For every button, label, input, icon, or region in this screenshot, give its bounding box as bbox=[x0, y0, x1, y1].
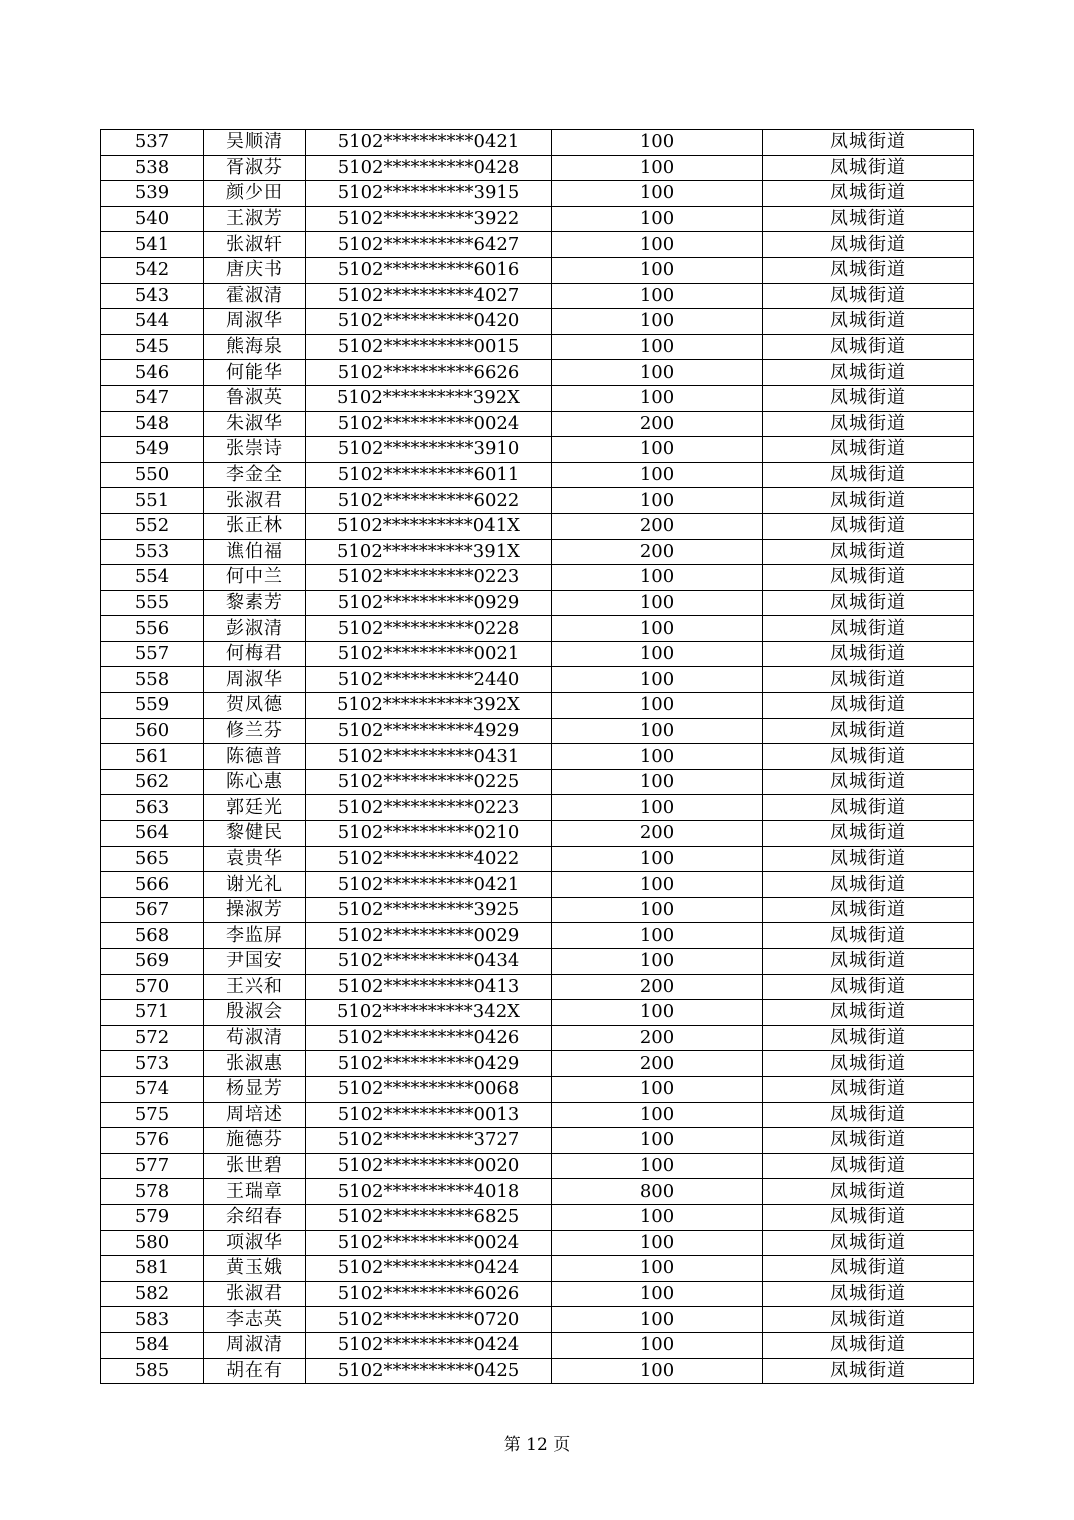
amount-cell: 100 bbox=[552, 1128, 763, 1154]
street-cell: 凤城街道 bbox=[763, 206, 974, 232]
id-number-cell: 5102**********6016 bbox=[306, 257, 552, 283]
roster-body bbox=[101, 130, 974, 1384]
table-row bbox=[101, 283, 974, 309]
name-cell: 修兰芬 bbox=[204, 718, 306, 744]
id-number-cell: 5102**********4027 bbox=[306, 283, 552, 309]
name-cell: 苟淑清 bbox=[204, 1025, 306, 1051]
row-number-cell: 566 bbox=[101, 872, 204, 898]
id-number-cell: 5102**********392X bbox=[306, 693, 552, 719]
table-row bbox=[101, 1051, 974, 1077]
table-row bbox=[101, 1307, 974, 1333]
id-number-cell: 5102**********0013 bbox=[306, 1102, 552, 1128]
name-cell: 周淑华 bbox=[204, 309, 306, 335]
street-cell: 凤城街道 bbox=[763, 1102, 974, 1128]
street-cell: 凤城街道 bbox=[763, 130, 974, 156]
table-row bbox=[101, 667, 974, 693]
amount-cell: 100 bbox=[552, 616, 763, 642]
amount-cell: 100 bbox=[552, 155, 763, 181]
row-number-cell: 550 bbox=[101, 462, 204, 488]
name-cell: 熊海泉 bbox=[204, 334, 306, 360]
row-number-cell: 584 bbox=[101, 1332, 204, 1358]
amount-cell: 100 bbox=[552, 232, 763, 258]
name-cell: 周淑华 bbox=[204, 667, 306, 693]
name-cell: 霍淑清 bbox=[204, 283, 306, 309]
street-cell: 凤城街道 bbox=[763, 590, 974, 616]
street-cell: 凤城街道 bbox=[763, 744, 974, 770]
row-number-cell: 548 bbox=[101, 411, 204, 437]
table-row bbox=[101, 1000, 974, 1026]
table-row bbox=[101, 539, 974, 565]
street-cell: 凤城街道 bbox=[763, 411, 974, 437]
street-cell: 凤城街道 bbox=[763, 232, 974, 258]
amount-cell: 100 bbox=[552, 360, 763, 386]
amount-cell: 100 bbox=[552, 949, 763, 975]
name-cell: 鲁淑英 bbox=[204, 385, 306, 411]
row-number-cell: 563 bbox=[101, 795, 204, 821]
amount-cell: 100 bbox=[552, 181, 763, 207]
street-cell: 凤城街道 bbox=[763, 155, 974, 181]
street-cell: 凤城街道 bbox=[763, 1051, 974, 1077]
row-number-cell: 569 bbox=[101, 949, 204, 975]
row-number-cell: 573 bbox=[101, 1051, 204, 1077]
table-row bbox=[101, 565, 974, 591]
amount-cell: 100 bbox=[552, 309, 763, 335]
id-number-cell: 5102**********0720 bbox=[306, 1307, 552, 1333]
amount-cell: 200 bbox=[552, 411, 763, 437]
amount-cell: 100 bbox=[552, 565, 763, 591]
id-number-cell: 5102**********0424 bbox=[306, 1332, 552, 1358]
name-cell: 贺凤德 bbox=[204, 693, 306, 719]
street-cell: 凤城街道 bbox=[763, 897, 974, 923]
table-row bbox=[101, 1358, 974, 1384]
amount-cell: 100 bbox=[552, 257, 763, 283]
id-number-cell: 5102**********0015 bbox=[306, 334, 552, 360]
name-cell: 黎素芳 bbox=[204, 590, 306, 616]
row-number-cell: 568 bbox=[101, 923, 204, 949]
street-cell: 凤城街道 bbox=[763, 309, 974, 335]
table-row bbox=[101, 1256, 974, 1282]
row-number-cell: 570 bbox=[101, 974, 204, 1000]
table-row bbox=[101, 949, 974, 975]
amount-cell: 200 bbox=[552, 1025, 763, 1051]
table-row bbox=[101, 309, 974, 335]
name-cell: 吴顺清 bbox=[204, 130, 306, 156]
id-number-cell: 5102**********0420 bbox=[306, 309, 552, 335]
street-cell: 凤城街道 bbox=[763, 488, 974, 514]
table-row bbox=[101, 718, 974, 744]
amount-cell: 100 bbox=[552, 872, 763, 898]
street-cell: 凤城街道 bbox=[763, 846, 974, 872]
amount-cell: 100 bbox=[552, 385, 763, 411]
row-number-cell: 555 bbox=[101, 590, 204, 616]
name-cell: 谢光礼 bbox=[204, 872, 306, 898]
street-cell: 凤城街道 bbox=[763, 437, 974, 463]
table-row bbox=[101, 1102, 974, 1128]
table-row bbox=[101, 1153, 974, 1179]
name-cell: 黄玉娥 bbox=[204, 1256, 306, 1282]
street-cell: 凤城街道 bbox=[763, 616, 974, 642]
table-row bbox=[101, 1230, 974, 1256]
street-cell: 凤城街道 bbox=[763, 462, 974, 488]
id-number-cell: 5102**********0029 bbox=[306, 923, 552, 949]
row-number-cell: 540 bbox=[101, 206, 204, 232]
table-row bbox=[101, 872, 974, 898]
id-number-cell: 5102**********0429 bbox=[306, 1051, 552, 1077]
amount-cell: 100 bbox=[552, 1256, 763, 1282]
name-cell: 张淑惠 bbox=[204, 1051, 306, 1077]
street-cell: 凤城街道 bbox=[763, 1128, 974, 1154]
row-number-cell: 565 bbox=[101, 846, 204, 872]
street-cell: 凤城街道 bbox=[763, 667, 974, 693]
amount-cell: 100 bbox=[552, 334, 763, 360]
id-number-cell: 5102**********041X bbox=[306, 513, 552, 539]
table-row bbox=[101, 232, 974, 258]
row-number-cell: 544 bbox=[101, 309, 204, 335]
name-cell: 张崇诗 bbox=[204, 437, 306, 463]
id-number-cell: 5102**********0225 bbox=[306, 769, 552, 795]
row-number-cell: 574 bbox=[101, 1076, 204, 1102]
street-cell: 凤城街道 bbox=[763, 1307, 974, 1333]
id-number-cell: 5102**********0421 bbox=[306, 130, 552, 156]
street-cell: 凤城街道 bbox=[763, 1076, 974, 1102]
name-cell: 李志英 bbox=[204, 1307, 306, 1333]
street-cell: 凤城街道 bbox=[763, 872, 974, 898]
id-number-cell: 5102**********0068 bbox=[306, 1076, 552, 1102]
street-cell: 凤城街道 bbox=[763, 718, 974, 744]
row-number-cell: 579 bbox=[101, 1204, 204, 1230]
table-row bbox=[101, 437, 974, 463]
id-number-cell: 5102**********0421 bbox=[306, 872, 552, 898]
name-cell: 王淑芳 bbox=[204, 206, 306, 232]
name-cell: 朱淑华 bbox=[204, 411, 306, 437]
amount-cell: 200 bbox=[552, 1051, 763, 1077]
amount-cell: 200 bbox=[552, 974, 763, 1000]
name-cell: 李监屏 bbox=[204, 923, 306, 949]
amount-cell: 200 bbox=[552, 821, 763, 847]
name-cell: 何梅君 bbox=[204, 641, 306, 667]
street-cell: 凤城街道 bbox=[763, 1281, 974, 1307]
id-number-cell: 5102**********0424 bbox=[306, 1256, 552, 1282]
name-cell: 袁贵华 bbox=[204, 846, 306, 872]
street-cell: 凤城街道 bbox=[763, 181, 974, 207]
street-cell: 凤城街道 bbox=[763, 1256, 974, 1282]
amount-cell: 100 bbox=[552, 1358, 763, 1384]
street-cell: 凤城街道 bbox=[763, 769, 974, 795]
row-number-cell: 575 bbox=[101, 1102, 204, 1128]
name-cell: 李金全 bbox=[204, 462, 306, 488]
row-number-cell: 537 bbox=[101, 130, 204, 156]
street-cell: 凤城街道 bbox=[763, 385, 974, 411]
name-cell: 张淑君 bbox=[204, 1281, 306, 1307]
name-cell: 何中兰 bbox=[204, 565, 306, 591]
id-number-cell: 5102**********392X bbox=[306, 385, 552, 411]
table-row bbox=[101, 1179, 974, 1205]
row-number-cell: 553 bbox=[101, 539, 204, 565]
table-row bbox=[101, 385, 974, 411]
id-number-cell: 5102**********0024 bbox=[306, 411, 552, 437]
row-number-cell: 564 bbox=[101, 821, 204, 847]
id-number-cell: 5102**********6022 bbox=[306, 488, 552, 514]
name-cell: 张淑轩 bbox=[204, 232, 306, 258]
name-cell: 余绍春 bbox=[204, 1204, 306, 1230]
table-row bbox=[101, 744, 974, 770]
table-row bbox=[101, 897, 974, 923]
name-cell: 殷淑会 bbox=[204, 1000, 306, 1026]
row-number-cell: 578 bbox=[101, 1179, 204, 1205]
row-number-cell: 551 bbox=[101, 488, 204, 514]
name-cell: 郭廷光 bbox=[204, 795, 306, 821]
name-cell: 张淑君 bbox=[204, 488, 306, 514]
table-row bbox=[101, 411, 974, 437]
row-number-cell: 583 bbox=[101, 1307, 204, 1333]
street-cell: 凤城街道 bbox=[763, 539, 974, 565]
amount-cell: 100 bbox=[552, 590, 763, 616]
id-number-cell: 5102**********0413 bbox=[306, 974, 552, 1000]
name-cell: 陈德普 bbox=[204, 744, 306, 770]
street-cell: 凤城街道 bbox=[763, 795, 974, 821]
table-row bbox=[101, 513, 974, 539]
table-row bbox=[101, 1281, 974, 1307]
name-cell: 尹国安 bbox=[204, 949, 306, 975]
name-cell: 何能华 bbox=[204, 360, 306, 386]
row-number-cell: 556 bbox=[101, 616, 204, 642]
row-number-cell: 562 bbox=[101, 769, 204, 795]
row-number-cell: 577 bbox=[101, 1153, 204, 1179]
amount-cell: 100 bbox=[552, 846, 763, 872]
table-row bbox=[101, 923, 974, 949]
street-cell: 凤城街道 bbox=[763, 1204, 974, 1230]
row-number-cell: 541 bbox=[101, 232, 204, 258]
id-number-cell: 5102**********0428 bbox=[306, 155, 552, 181]
name-cell: 施德芬 bbox=[204, 1128, 306, 1154]
table-row bbox=[101, 462, 974, 488]
street-cell: 凤城街道 bbox=[763, 283, 974, 309]
street-cell: 凤城街道 bbox=[763, 257, 974, 283]
table-row bbox=[101, 181, 974, 207]
street-cell: 凤城街道 bbox=[763, 360, 974, 386]
table-row bbox=[101, 795, 974, 821]
street-cell: 凤城街道 bbox=[763, 513, 974, 539]
table-row bbox=[101, 974, 974, 1000]
name-cell: 彭淑清 bbox=[204, 616, 306, 642]
roster-table bbox=[100, 129, 974, 1384]
amount-cell: 100 bbox=[552, 667, 763, 693]
street-cell: 凤城街道 bbox=[763, 923, 974, 949]
row-number-cell: 559 bbox=[101, 693, 204, 719]
amount-cell: 100 bbox=[552, 1102, 763, 1128]
amount-cell: 100 bbox=[552, 1307, 763, 1333]
table-row bbox=[101, 641, 974, 667]
row-number-cell: 572 bbox=[101, 1025, 204, 1051]
name-cell: 周淑清 bbox=[204, 1332, 306, 1358]
amount-cell: 800 bbox=[552, 1179, 763, 1205]
amount-cell: 100 bbox=[552, 897, 763, 923]
id-number-cell: 5102**********6011 bbox=[306, 462, 552, 488]
table-row bbox=[101, 769, 974, 795]
street-cell: 凤城街道 bbox=[763, 1332, 974, 1358]
id-number-cell: 5102**********6825 bbox=[306, 1204, 552, 1230]
id-number-cell: 5102**********0431 bbox=[306, 744, 552, 770]
name-cell: 王瑞章 bbox=[204, 1179, 306, 1205]
name-cell: 张正林 bbox=[204, 513, 306, 539]
id-number-cell: 5102**********6626 bbox=[306, 360, 552, 386]
table-row bbox=[101, 206, 974, 232]
table-row bbox=[101, 1128, 974, 1154]
id-number-cell: 5102**********0024 bbox=[306, 1230, 552, 1256]
name-cell: 颜少田 bbox=[204, 181, 306, 207]
id-number-cell: 5102**********4022 bbox=[306, 846, 552, 872]
amount-cell: 100 bbox=[552, 488, 763, 514]
id-number-cell: 5102**********3925 bbox=[306, 897, 552, 923]
id-number-cell: 5102**********0223 bbox=[306, 565, 552, 591]
row-number-cell: 576 bbox=[101, 1128, 204, 1154]
table-row bbox=[101, 821, 974, 847]
amount-cell: 100 bbox=[552, 718, 763, 744]
amount-cell: 100 bbox=[552, 130, 763, 156]
amount-cell: 100 bbox=[552, 693, 763, 719]
row-number-cell: 539 bbox=[101, 181, 204, 207]
street-cell: 凤城街道 bbox=[763, 693, 974, 719]
id-number-cell: 5102**********0425 bbox=[306, 1358, 552, 1384]
amount-cell: 100 bbox=[552, 1153, 763, 1179]
amount-cell: 100 bbox=[552, 795, 763, 821]
name-cell: 周培述 bbox=[204, 1102, 306, 1128]
name-cell: 谯伯福 bbox=[204, 539, 306, 565]
amount-cell: 200 bbox=[552, 539, 763, 565]
id-number-cell: 5102**********3910 bbox=[306, 437, 552, 463]
page-number: 第 12 页 bbox=[503, 1435, 571, 1455]
name-cell: 陈心惠 bbox=[204, 769, 306, 795]
street-cell: 凤城街道 bbox=[763, 1358, 974, 1384]
row-number-cell: 546 bbox=[101, 360, 204, 386]
amount-cell: 100 bbox=[552, 923, 763, 949]
name-cell: 胥淑芬 bbox=[204, 155, 306, 181]
table-row bbox=[101, 1025, 974, 1051]
id-number-cell: 5102**********342X bbox=[306, 1000, 552, 1026]
amount-cell: 100 bbox=[552, 1332, 763, 1358]
street-cell: 凤城街道 bbox=[763, 1179, 974, 1205]
row-number-cell: 580 bbox=[101, 1230, 204, 1256]
street-cell: 凤城街道 bbox=[763, 1025, 974, 1051]
amount-cell: 100 bbox=[552, 206, 763, 232]
table-row bbox=[101, 1204, 974, 1230]
row-number-cell: 557 bbox=[101, 641, 204, 667]
table-row bbox=[101, 130, 974, 156]
name-cell: 杨显芳 bbox=[204, 1076, 306, 1102]
amount-cell: 100 bbox=[552, 1204, 763, 1230]
id-number-cell: 5102**********0426 bbox=[306, 1025, 552, 1051]
amount-cell: 200 bbox=[552, 513, 763, 539]
id-number-cell: 5102**********0223 bbox=[306, 795, 552, 821]
table-row bbox=[101, 155, 974, 181]
name-cell: 胡在有 bbox=[204, 1358, 306, 1384]
amount-cell: 100 bbox=[552, 1230, 763, 1256]
amount-cell: 100 bbox=[552, 744, 763, 770]
table-row bbox=[101, 590, 974, 616]
name-cell: 项淑华 bbox=[204, 1230, 306, 1256]
table-row bbox=[101, 616, 974, 642]
row-number-cell: 545 bbox=[101, 334, 204, 360]
street-cell: 凤城街道 bbox=[763, 1230, 974, 1256]
id-number-cell: 5102**********0434 bbox=[306, 949, 552, 975]
table-row bbox=[101, 1332, 974, 1358]
name-cell: 王兴和 bbox=[204, 974, 306, 1000]
id-number-cell: 5102**********0020 bbox=[306, 1153, 552, 1179]
row-number-cell: 560 bbox=[101, 718, 204, 744]
id-number-cell: 5102**********0021 bbox=[306, 641, 552, 667]
row-number-cell: 585 bbox=[101, 1358, 204, 1384]
id-number-cell: 5102**********6427 bbox=[306, 232, 552, 258]
row-number-cell: 549 bbox=[101, 437, 204, 463]
table-row bbox=[101, 693, 974, 719]
row-number-cell: 538 bbox=[101, 155, 204, 181]
row-number-cell: 582 bbox=[101, 1281, 204, 1307]
id-number-cell: 5102**********0210 bbox=[306, 821, 552, 847]
id-number-cell: 5102**********4018 bbox=[306, 1179, 552, 1205]
row-number-cell: 581 bbox=[101, 1256, 204, 1282]
street-cell: 凤城街道 bbox=[763, 641, 974, 667]
amount-cell: 100 bbox=[552, 437, 763, 463]
id-number-cell: 5102**********391X bbox=[306, 539, 552, 565]
table-row bbox=[101, 1076, 974, 1102]
amount-cell: 100 bbox=[552, 462, 763, 488]
amount-cell: 100 bbox=[552, 1000, 763, 1026]
row-number-cell: 547 bbox=[101, 385, 204, 411]
row-number-cell: 558 bbox=[101, 667, 204, 693]
table-row bbox=[101, 257, 974, 283]
row-number-cell: 554 bbox=[101, 565, 204, 591]
table-row bbox=[101, 488, 974, 514]
table-row bbox=[101, 334, 974, 360]
amount-cell: 100 bbox=[552, 1281, 763, 1307]
name-cell: 操淑芳 bbox=[204, 897, 306, 923]
street-cell: 凤城街道 bbox=[763, 1000, 974, 1026]
row-number-cell: 561 bbox=[101, 744, 204, 770]
row-number-cell: 542 bbox=[101, 257, 204, 283]
street-cell: 凤城街道 bbox=[763, 821, 974, 847]
row-number-cell: 552 bbox=[101, 513, 204, 539]
street-cell: 凤城街道 bbox=[763, 974, 974, 1000]
row-number-cell: 567 bbox=[101, 897, 204, 923]
name-cell: 黎健民 bbox=[204, 821, 306, 847]
id-number-cell: 5102**********3915 bbox=[306, 181, 552, 207]
amount-cell: 100 bbox=[552, 283, 763, 309]
row-number-cell: 543 bbox=[101, 283, 204, 309]
name-cell: 唐庆书 bbox=[204, 257, 306, 283]
id-number-cell: 5102**********4929 bbox=[306, 718, 552, 744]
id-number-cell: 5102**********0929 bbox=[306, 590, 552, 616]
name-cell: 张世碧 bbox=[204, 1153, 306, 1179]
street-cell: 凤城街道 bbox=[763, 565, 974, 591]
id-number-cell: 5102**********6026 bbox=[306, 1281, 552, 1307]
amount-cell: 100 bbox=[552, 1076, 763, 1102]
amount-cell: 100 bbox=[552, 641, 763, 667]
amount-cell: 100 bbox=[552, 769, 763, 795]
table-row bbox=[101, 360, 974, 386]
id-number-cell: 5102**********3922 bbox=[306, 206, 552, 232]
table-row bbox=[101, 846, 974, 872]
street-cell: 凤城街道 bbox=[763, 949, 974, 975]
street-cell: 凤城街道 bbox=[763, 1153, 974, 1179]
id-number-cell: 5102**********0228 bbox=[306, 616, 552, 642]
street-cell: 凤城街道 bbox=[763, 334, 974, 360]
id-number-cell: 5102**********2440 bbox=[306, 667, 552, 693]
row-number-cell: 571 bbox=[101, 1000, 204, 1026]
id-number-cell: 5102**********3727 bbox=[306, 1128, 552, 1154]
